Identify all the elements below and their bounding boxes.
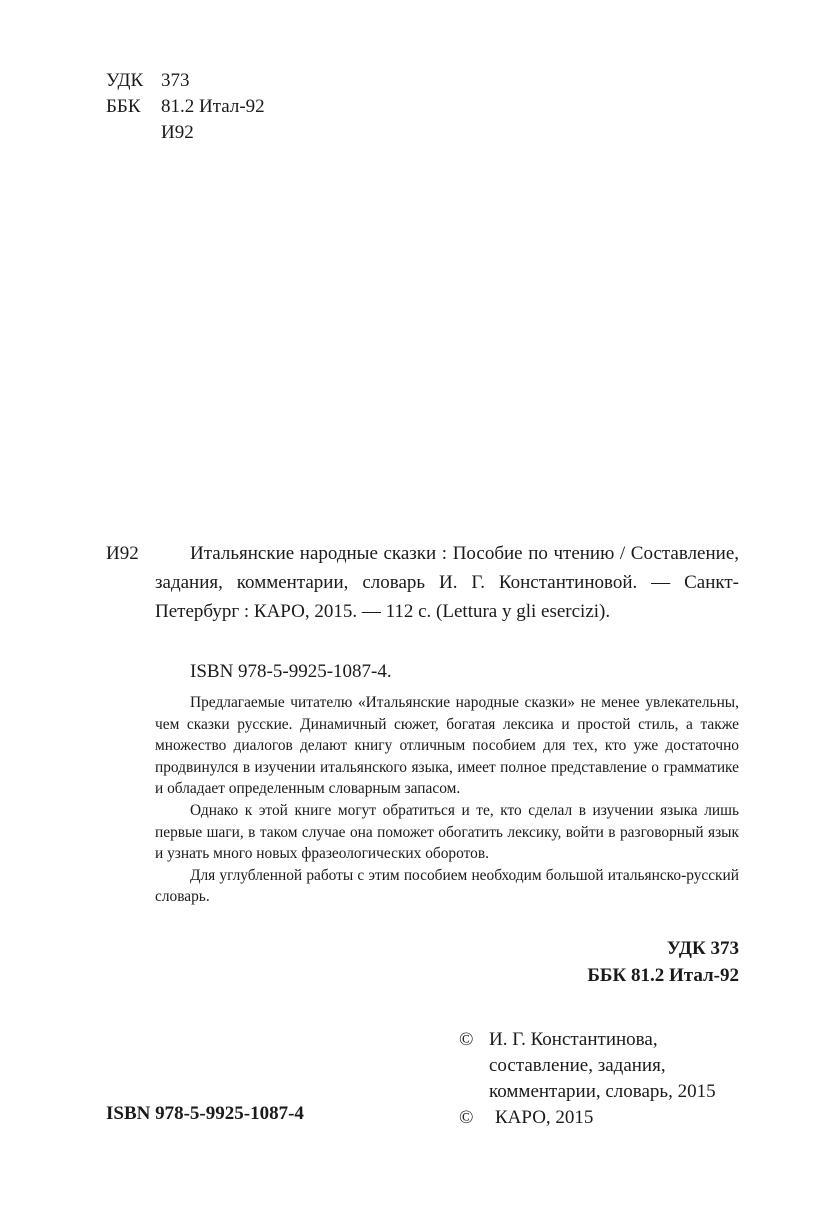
classification-author-sign xyxy=(106,120,265,146)
right-udk: УДК 373 xyxy=(666,938,739,959)
copyright-indent xyxy=(459,1079,489,1105)
classification-key: УДК xyxy=(106,70,144,91)
classification-value: 81.2 Итал-92 xyxy=(161,96,265,117)
copyright-publisher xyxy=(459,1105,716,1131)
copyright-author-line xyxy=(459,1079,716,1105)
copyright-author xyxy=(459,1027,716,1053)
classification-block xyxy=(106,68,265,146)
classification-udk xyxy=(106,68,265,94)
classification-key: ББК xyxy=(106,96,141,117)
right-classification xyxy=(587,935,739,989)
author-sign: И92 xyxy=(106,543,139,564)
annotation-paragraph: Однако к этой книге могут обратиться и те, кто сделал в изучении языка лишь первые шаги, в таком случае она поможет обогатить лексику, войти в разговорный язык и узнать много новых фразеологических оборотов. xyxy=(155,801,739,863)
copyright-text: КАРО, 2015 xyxy=(495,1107,594,1128)
copyright-text: комментарии, словарь, 2015 xyxy=(489,1081,716,1102)
copyright-icon: © xyxy=(459,1029,474,1050)
right-bbk: ББК 81.2 Итал-92 xyxy=(587,965,739,986)
copyright-icon: © xyxy=(459,1107,474,1128)
classification-value: И92 xyxy=(161,122,194,143)
copyright-indent xyxy=(459,1053,489,1079)
bibliographic-text: Итальянские народные сказки : Пособие по чтению / Составление, задания, комментарии, словарь И. Г. Константиновой. — Санкт-Петербург : КАРО, 2015. — 112 с. (Lettura y gli esercizi). xyxy=(155,543,739,622)
bibliographic-isbn: ISBN 978-5-9925-1087-4. xyxy=(190,661,392,682)
copyright-block xyxy=(459,1027,716,1131)
annotation-paragraph: Предлагаемые читателю «Итальянские народные сказки» не менее увлекательны, чем сказки русские. Динамичный сюжет, богатая лексика и простой стиль, а также множество диалогов делают книгу отличным пособием для тех, кто уже достаточно продвинулся в изучении итальянского языка, имеет полное представление о грамматике и обладает определенным словарным запасом. xyxy=(155,694,739,798)
classification-value: 373 xyxy=(161,70,190,91)
classification-key xyxy=(106,120,161,146)
copyright-author-line xyxy=(459,1053,716,1079)
annotation-paragraph: Для углубленной работы с этим пособием необходим большой итальянско-русский словарь. xyxy=(155,866,739,906)
copyright-text: И. Г. Константинова, xyxy=(489,1029,658,1050)
classification-bbk xyxy=(106,94,265,120)
copyright-text: составление, задания, xyxy=(489,1055,666,1076)
bibliographic-description xyxy=(155,539,739,626)
footer-isbn: ISBN 978-5-9925-1087-4 xyxy=(106,1103,304,1124)
annotation xyxy=(155,692,739,908)
